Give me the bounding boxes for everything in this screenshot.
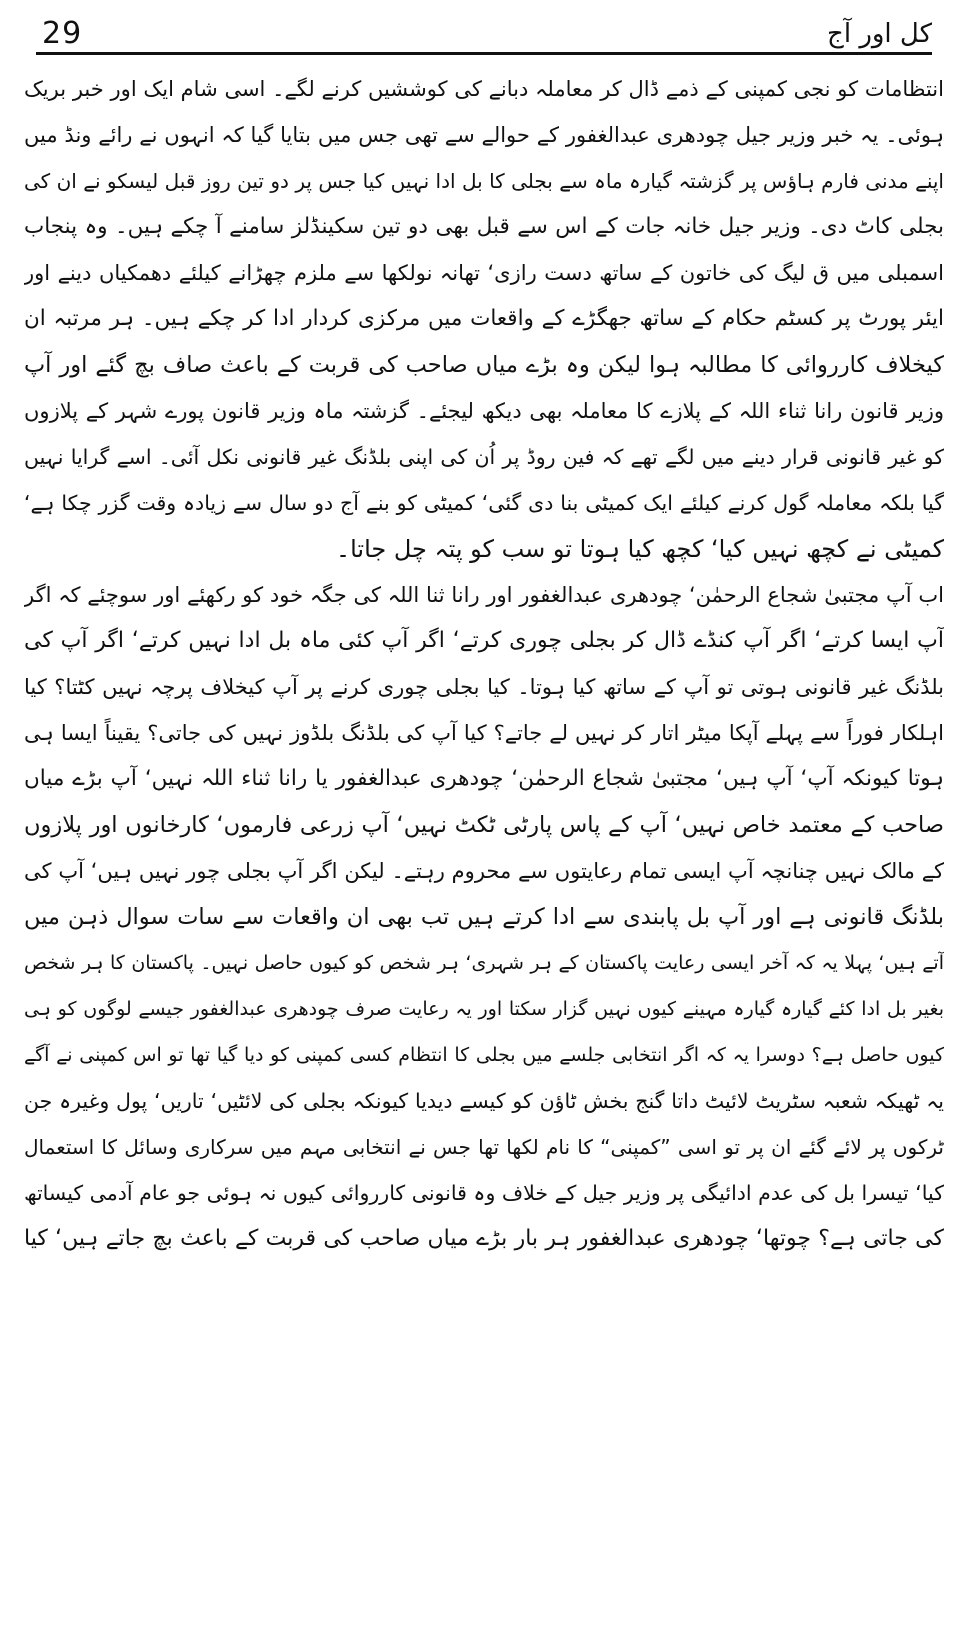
text-line: کیخلاف کارروائی کا مطالبہ ہوا لیکن وہ بڑے میاں صاحب کی قربت کے باعث صاف بچ گئے اور آپ [24, 352, 944, 378]
text-line: بجلی کاٹ دی۔ وزیر جیل خانہ جات کے اس سے قبل بھی دو تین سکینڈلز سامنے آ چکے ہیں۔ وہ پنجاب [24, 214, 944, 239]
text-line: انتظامات کو نجی کمپنی کے ذمے ڈال کر معاملہ دبانے کی کوششیں کرنے لگے۔ اسی شام ایک اور خبر بریک [24, 77, 944, 101]
text-line: صاحب کے معتمد خاص نہیں‘ آپ کے پاس پارٹی ٹکٹ نہیں‘ آپ زرعی فارموں‘ کارخانوں اور پلازوں [24, 812, 944, 838]
text-line: ٹرکوں پر لائے گئے ان پر تو اسی ”کمپنی“ کا نام لکھا تھا جس نے انتخابی مہم میں سرکاری وسائل کا استعمال [24, 1135, 944, 1159]
text-line: اپنے مدنی فارم ہاؤس پر گزشتہ گیارہ ماہ سے بجلی کا بل ادا نہیں کیا جس پر دو تین روز قبل لیسکو نے ان کی [24, 169, 944, 193]
text-line: کیوں حاصل ہے؟ دوسرا یہ کہ اگر انتخابی جلسے میں بجلی کا انتظام کسی کمپنی کو دیا گیا تھا تو اس کمپنی نے آگے [24, 1044, 944, 1066]
text-line: کمیٹی نے کچھ نہیں کیا‘ کچھ کیا ہوتا تو سب کو پتہ چل جاتا۔ [336, 535, 944, 563]
text-line: کے مالک نہیں چنانچہ آپ ایسی تمام رعایتوں سے محروم رہتے۔ لیکن اگر آپ بجلی چور نہیں ہیں‘ آپ کی [24, 859, 944, 883]
text-line: بلڈنگ قانونی ہے اور آپ بل پابندی سے ادا کرتے ہیں تب بھی ان واقعات سے سات سوال ذہن میں [24, 904, 944, 930]
text-line: کی جاتی ہے؟ چوتھا‘ چودھری عبدالغفور ہر بار بڑے میاں صاحب کی قربت کے باعث بچ جاتے ہیں‘ کیا [24, 1226, 944, 1251]
text-line: آتے ہیں‘ پہلا یہ کہ آخر ایسی رعایت پاکستان کے ہر شہری‘ ہر شخص کو کیوں حاصل نہیں۔ پاکستان کا ہر شخص [24, 952, 944, 974]
text-line: ایئر پورٹ پر کسٹم حکام کے ساتھ جھگڑے کے واقعات میں مرکزی کردار ادا کر چکے ہیں۔ ہر مرتبہ ان [24, 306, 944, 331]
text-line: اب آپ مجتبیٰ شجاع الرحمٰن‘ چودھری عبدالغفور اور رانا ثنا اللہ کی جگہ خود کو رکھئے اور سوچئے کہ اگر [24, 583, 944, 607]
paragraph-2 [24, 572, 944, 1262]
text-line: کیا‘ تیسرا بل کی عدم ادائیگی پر وزیر جیل کے خلاف وہ قانونی کارروائی کیوں نہ ہوئی جو عام آدمی کیساتھ [24, 1181, 944, 1205]
text-line: بغیر بل ادا کئے گیارہ گیارہ مہینے کیوں نہیں گزار سکتا اور یہ رعایت صرف چودھری عبدالغفور جیسے لوگوں کو ہی [24, 998, 944, 1020]
text-line: ہوتا کیونکہ آپ‘ آپ ہیں‘ مجتبیٰ شجاع الرحمٰن‘ چودھری عبدالغفور یا رانا ثناء اللہ نہیں‘ آپ بڑے میاں [24, 766, 944, 791]
text-line: اہلکار فوراً سے پہلے آپکا میٹر اتار کر نہیں لے جاتے؟ کیا آپ کی بلڈنگ بلڈوز نہیں کی جاتی؟ یقیناً ایسا ہی [24, 721, 944, 745]
text-line: بلڈنگ غیر قانونی ہوتی تو آپ کے ساتھ کیا ہوتا۔ کیا بجلی چوری کرنے پر آپ کیخلاف پرچہ نہیں کٹتا؟ کیا [24, 675, 944, 699]
text-line: وزیر قانون رانا ثناء اللہ کے پلازے کا معاملہ بھی دیکھ لیجئے۔ گزشتہ ماہ وزیر قانون پورے شہر کے پلازوں [24, 399, 944, 423]
paragraph-1 [24, 66, 944, 572]
header-rule [36, 52, 932, 55]
text-line: گیا بلکہ معاملہ گول کرنے کیلئے ایک کمیٹی بنا دی گئی‘ کمیٹی کو بنے آج دو سال سے زیادہ وقت گزر چکا ہے‘ [24, 491, 944, 515]
text-line: کو غیر قانونی قرار دینے میں لگے تھے کہ فین روڈ پر اُن کی اپنی بلڈنگ غیر قانونی نکل آئی۔ اسے گرایا نہیں [24, 445, 944, 469]
text-line: یہ ٹھیکہ شعبہ سٹریٹ لائیٹ داتا گنج بخش ٹاؤن کو کیسے دیدیا کیونکہ بجلی کی لائٹیں‘ تاریں‘ پول وغیرہ جن [24, 1089, 944, 1113]
article-body [24, 66, 944, 1262]
running-title: کل اور آج [827, 19, 932, 49]
page-number: 29 [42, 16, 83, 51]
text-line: اسمبلی میں ق لیگ کی خاتون کے ساتھ دست رازی‘ تھانہ نولکھا سے ملزم چھڑانے کیلئے دھمکیاں دینے اور [24, 261, 944, 285]
text-line: آپ ایسا کرتے‘ اگر آپ کنڈے ڈال کر بجلی چوری کرتے‘ اگر آپ کئی ماہ بل ادا نہیں کرتے‘ اگر آپ کی [24, 628, 944, 653]
text-line: ہوئی۔ یہ خبر وزیر جیل چودھری عبدالغفور کے حوالے سے تھی جس میں بتایا گیا کہ انہوں نے رائے ونڈ میں [24, 123, 944, 147]
